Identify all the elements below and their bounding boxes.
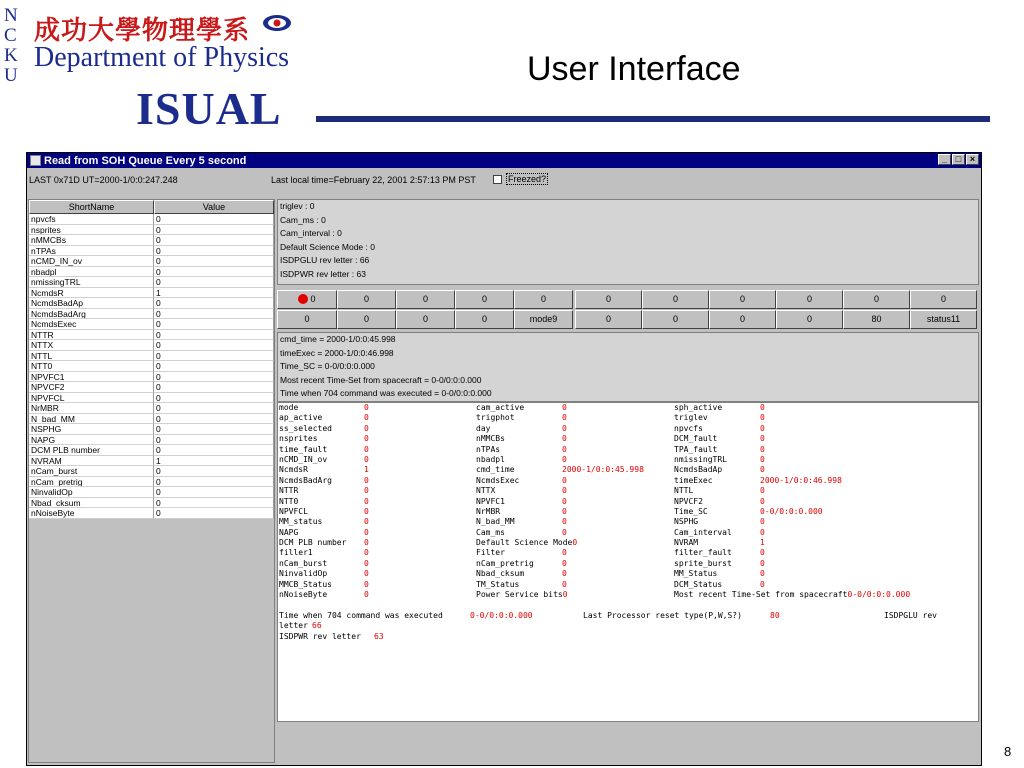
window-title: Read from SOH Queue Every 5 second: [44, 154, 247, 167]
field-value: 0: [760, 444, 765, 454]
department-logo: [4, 4, 304, 132]
field-label: DCM_Status: [674, 579, 723, 589]
telemetry-panel: [277, 199, 979, 763]
table-row[interactable]: [29, 340, 274, 351]
field-value: 0: [760, 403, 765, 412]
reset-type-value: 80: [770, 610, 780, 620]
reset-type-label: Last Processor reset type(P,W,S?): [583, 610, 742, 620]
slide-page-number: 8: [1004, 744, 1012, 759]
status-cell[interactable]: 0: [709, 290, 776, 309]
cell-shortname: NTTL: [29, 351, 154, 362]
column-header-shortname[interactable]: ShortName: [29, 200, 154, 214]
telemetry-row: [278, 445, 978, 455]
field-value: 0: [364, 423, 369, 433]
table-row[interactable]: [29, 267, 274, 278]
field-label: N_bad_MM: [476, 517, 515, 527]
field-value: 0: [760, 486, 765, 496]
info-line: Default Science Mode : 0: [280, 241, 375, 252]
cell-value: 0: [154, 330, 274, 341]
cell-value: 0: [154, 487, 274, 498]
cell-shortname: DCM PLB number: [29, 445, 154, 456]
cell-value: 0: [154, 319, 274, 330]
window-bottom-area: [277, 722, 979, 763]
field-label: Default Science Mode: [476, 538, 573, 548]
cell-value: 0: [154, 498, 274, 509]
cell-shortname: NPVCF2: [29, 382, 154, 393]
cell-value: 0: [154, 361, 274, 372]
logo-side-letters: N C K U: [4, 5, 18, 86]
field-label: DCM PLB number: [279, 538, 347, 548]
field-label: NTT0: [279, 496, 299, 506]
table-row[interactable]: [29, 277, 274, 288]
field-value: 0: [364, 548, 369, 558]
cell-value: 0: [154, 403, 274, 414]
table-row[interactable]: [29, 246, 274, 257]
isdpwr-value: 63: [374, 631, 384, 641]
field-value: 0: [562, 423, 567, 433]
field-value: 0: [562, 517, 567, 527]
field-value: 1: [760, 538, 765, 548]
status-cell[interactable]: 0: [642, 310, 709, 329]
status-cell[interactable]: 0: [575, 290, 642, 309]
field-label: nCMD_IN_ov: [279, 454, 328, 464]
cell-shortname: NTTX: [29, 340, 154, 351]
table-row[interactable]: [29, 435, 274, 446]
cell-value: 0: [154, 267, 274, 278]
field-label: timeExec: [674, 475, 713, 485]
cell-value: 0: [154, 445, 274, 456]
field-value: 0: [364, 444, 369, 454]
field-value: 0: [760, 527, 765, 537]
field-value: 0: [562, 454, 567, 464]
table-row[interactable]: [29, 256, 274, 267]
table-row[interactable]: [29, 382, 274, 393]
window-titlebar[interactable]: [27, 153, 981, 168]
slide-title: User Interface: [527, 50, 741, 88]
field-value: 0: [364, 486, 369, 496]
telemetry-bottom-line: [278, 632, 978, 642]
status-cell[interactable]: 0: [776, 290, 843, 309]
cell-shortname: NPVFC1: [29, 372, 154, 383]
table-row[interactable]: [29, 456, 274, 467]
status-cell[interactable]: 0: [455, 290, 514, 309]
field-label: NAPG: [279, 527, 299, 537]
cell-shortname: NVRAM: [29, 456, 154, 467]
freeze-label[interactable]: Freezed?: [508, 174, 547, 184]
telemetry-text-area[interactable]: [277, 402, 979, 722]
telemetry-row: [278, 548, 978, 558]
table-row[interactable]: [29, 351, 274, 362]
status-cell[interactable]: 0: [575, 310, 642, 329]
field-label: nCam_pretrig: [476, 558, 534, 568]
isdpglu-letter-label: letter: [279, 621, 308, 631]
status-cell[interactable]: 0: [776, 310, 843, 329]
app-icon: [30, 155, 41, 166]
field-label: MM_status: [279, 517, 323, 527]
field-label: ss_selected: [279, 423, 332, 433]
field-value: 0: [364, 403, 369, 412]
status-cell[interactable]: 0: [910, 290, 977, 309]
maximize-icon[interactable]: □: [952, 154, 965, 165]
field-label: nNoiseByte: [279, 590, 328, 600]
field-value: 0: [364, 454, 369, 464]
field-label: time_fault: [279, 444, 328, 454]
field-label: sprite_burst: [674, 558, 732, 568]
status-cell[interactable]: 0: [642, 290, 709, 309]
table-row[interactable]: [29, 235, 274, 246]
field-value: 0: [364, 538, 369, 548]
soh-window: [26, 152, 982, 766]
logo-chinese-name: 成功大學物理學系: [34, 16, 251, 46]
status-cell[interactable]: 0: [455, 310, 514, 329]
field-label: Cam_interval: [674, 527, 732, 537]
field-label: MMCB_Status: [279, 579, 332, 589]
field-value: 0: [760, 517, 765, 527]
field-value: 0: [562, 403, 567, 412]
field-value: 0: [760, 434, 765, 444]
field-value: 0: [760, 496, 765, 506]
field-label: NTTR: [279, 486, 299, 496]
telemetry-row: [278, 497, 978, 507]
field-value: 0: [572, 538, 578, 548]
cell-shortname: npvcfs: [29, 214, 154, 225]
cell-shortname: NcmdsExec: [29, 319, 154, 330]
field-value: 0: [562, 434, 567, 444]
info-line: ISDPWR rev letter : 63: [280, 268, 366, 279]
field-label: NcmdsBadAp: [674, 465, 723, 475]
field-value: 0: [760, 413, 765, 423]
info-line: Most recent Time-Set from spacecraft = 0-0/0:0:0.000: [280, 374, 482, 385]
field-label: Filter: [476, 548, 505, 558]
table-row[interactable]: [29, 319, 274, 330]
table-row[interactable]: [29, 361, 274, 372]
field-label: NPVCF2: [674, 496, 703, 506]
field-value: 1: [364, 465, 369, 475]
field-value: 0: [562, 486, 567, 496]
field-label: NcmdsExec: [476, 475, 520, 485]
field-label: NPVFCL: [279, 506, 308, 516]
command-time-panel: [277, 332, 979, 402]
field-label: NcmdsR: [279, 465, 308, 475]
field-value: 0: [364, 579, 369, 589]
field-value: 0: [364, 475, 369, 485]
cell-shortname: N_bad_MM: [29, 414, 154, 425]
field-value: 0: [760, 569, 765, 579]
cell-shortname: nCam_pretrig: [29, 477, 154, 488]
field-value: 0: [562, 569, 567, 579]
telemetry-row: [278, 590, 978, 600]
field-label: NSPHG: [674, 517, 699, 527]
cell-shortname: nbadpl: [29, 267, 154, 278]
table-row[interactable]: [29, 330, 274, 341]
red-indicator-icon: [298, 294, 308, 304]
telemetry-row: [278, 403, 978, 413]
field-value: 0: [562, 590, 568, 600]
cell-shortname: NinvalidOp: [29, 487, 154, 498]
field-value: 0: [364, 506, 369, 516]
table-row[interactable]: [29, 498, 274, 509]
cell-shortname: NcmdsBadArg: [29, 309, 154, 320]
status-cell[interactable]: 0: [843, 290, 910, 309]
title-divider: [316, 116, 990, 122]
cell-shortname: NrMBR: [29, 403, 154, 414]
telemetry-bottom-line: [278, 611, 978, 621]
cell-value: 0: [154, 277, 274, 288]
info-line: cmd_time = 2000-1/0:0:45.998: [280, 334, 396, 344]
table-row[interactable]: [29, 508, 274, 519]
field-label: cmd_time: [476, 465, 515, 475]
cell-value: 0: [154, 298, 274, 309]
table-row[interactable]: [29, 288, 274, 299]
field-value: 0: [364, 590, 369, 600]
cell-value: 0: [154, 340, 274, 351]
field-label: NTTL: [674, 486, 694, 496]
field-value: 0: [364, 434, 369, 444]
field-label: nbadpl: [476, 454, 505, 464]
status-cell[interactable]: 80: [843, 310, 910, 329]
cell-value: 0: [154, 214, 274, 225]
cell-shortname: NTTR: [29, 330, 154, 341]
cell-shortname: nTPAs: [29, 246, 154, 257]
close-icon[interactable]: ×: [966, 154, 979, 165]
cell-shortname: NSPHG: [29, 424, 154, 435]
field-label: filter_fault: [674, 548, 732, 558]
cell-value: 0: [154, 256, 274, 267]
logo-department: Department of Physics: [34, 42, 290, 73]
field-value: 0: [562, 506, 567, 516]
cell-shortname: nCMD_IN_ov: [29, 256, 154, 267]
cell-value: 0: [154, 246, 274, 257]
table-row[interactable]: [29, 414, 274, 425]
field-value: 0: [364, 413, 369, 423]
field-label: NinvalidOp: [279, 569, 328, 579]
table-row[interactable]: [29, 298, 274, 309]
field-label: nmissingTRL: [674, 454, 727, 464]
table-row[interactable]: [29, 403, 274, 414]
telemetry-row: [278, 528, 978, 538]
info-line: ISDPGLU rev letter : 66: [280, 255, 370, 265]
last-packet-label: LAST 0x71D UT=2000-1/0:0:247.248: [29, 175, 178, 185]
field-label: cam_active: [476, 403, 525, 412]
telemetry-row: [278, 538, 978, 548]
cell-value: 0: [154, 372, 274, 383]
field-label: NrMBR: [476, 506, 501, 516]
table-body: [29, 214, 274, 519]
table-row[interactable]: [29, 477, 274, 488]
telemetry-row: [278, 559, 978, 569]
cell-value: 0: [154, 508, 274, 519]
isdpglu-value: 66: [312, 621, 322, 631]
cell-shortname: nNoiseByte: [29, 508, 154, 519]
field-value: 0: [760, 579, 765, 589]
telemetry-row: [278, 434, 978, 444]
status-cell[interactable]: status11: [910, 310, 977, 329]
field-value: 0: [760, 454, 765, 464]
table-row[interactable]: [29, 309, 274, 320]
field-label: sph_active: [674, 403, 723, 412]
telemetry-row: [278, 486, 978, 496]
isdpwr-label: ISDPWR rev letter: [279, 631, 361, 641]
field-label: nsprites: [279, 434, 318, 444]
info-line: triglev : 0: [280, 201, 315, 211]
cell-shortname: nCam_burst: [29, 466, 154, 477]
field-value: 0: [364, 527, 369, 537]
field-label: day: [476, 423, 491, 433]
field-label: Power Service bits: [476, 590, 563, 600]
field-label: TM_Status: [476, 579, 520, 589]
column-header-value[interactable]: Value: [154, 200, 274, 214]
telemetry-fields: [278, 403, 978, 600]
telemetry-row: [278, 465, 978, 475]
field-value: 0: [562, 527, 567, 537]
field-label: Time_SC: [674, 506, 708, 516]
info-line: timeExec = 2000-1/0:0:46.998: [280, 347, 394, 358]
field-value: 0: [364, 517, 369, 527]
field-label: nCam_burst: [279, 558, 328, 568]
field-label: npvcfs: [674, 423, 703, 433]
cell-value: 0: [154, 393, 274, 404]
field-label: Nbad_cksum: [476, 569, 525, 579]
table-row[interactable]: [29, 487, 274, 498]
cell-shortname: nMMCBs: [29, 235, 154, 246]
field-label: NTTX: [476, 486, 496, 496]
cell-value: 1: [154, 456, 274, 467]
local-time-label: Last local time=February 22, 2001 2:57:13 PM PST: [271, 175, 476, 185]
field-value: 0: [562, 558, 567, 568]
cell-value: 0: [154, 382, 274, 393]
table-row[interactable]: [29, 466, 274, 477]
field-value: 0: [562, 496, 567, 506]
field-value: 0-0/0:0:0.000: [847, 590, 911, 600]
field-value: 0: [562, 413, 567, 423]
telemetry-row: [278, 507, 978, 517]
field-label: NcmdsBadArg: [279, 475, 332, 485]
field-label: filler1: [279, 548, 313, 558]
status-cell[interactable]: 0: [337, 290, 396, 309]
cell-value: 0: [154, 424, 274, 435]
status-cell[interactable]: 0: [337, 310, 396, 329]
field-value: 0: [562, 444, 567, 454]
cell-value: 0: [154, 235, 274, 246]
freeze-checkbox[interactable]: [493, 175, 502, 184]
table-header: [29, 200, 274, 214]
table-row[interactable]: [29, 214, 274, 225]
field-value: 0: [562, 579, 567, 589]
field-label: nMMCBs: [476, 434, 505, 444]
cell-value: 0: [154, 414, 274, 425]
status-bar: [27, 169, 981, 197]
status-cell[interactable]: 0: [709, 310, 776, 329]
status-cell[interactable]: mode9: [514, 310, 573, 329]
cell-shortname: NTT0: [29, 361, 154, 372]
telemetry-row: [278, 424, 978, 434]
telemetry-row: [278, 476, 978, 486]
cell-shortname: NPVFCL: [29, 393, 154, 404]
field-label: DCM_fault: [674, 434, 718, 444]
table-row[interactable]: [29, 372, 274, 383]
field-label: trigphot: [476, 413, 515, 423]
cell-shortname: NcmdsBadAp: [29, 298, 154, 309]
field-label: NPVFC1: [476, 496, 505, 506]
cmd704-value: 0-0/0:0:0.000: [470, 610, 533, 620]
cell-shortname: nsprites: [29, 225, 154, 236]
info-line: Cam_ms : 0: [280, 214, 326, 225]
status-cell[interactable]: 0: [396, 290, 455, 309]
field-label: Cam_ms: [476, 527, 505, 537]
status-button-grid: [277, 285, 979, 331]
cell-value: 1: [154, 288, 274, 299]
cell-shortname: NcmdsR: [29, 288, 154, 299]
cell-value: 0: [154, 477, 274, 488]
minimize-icon[interactable]: _: [938, 154, 951, 165]
cell-value: 0: [154, 435, 274, 446]
field-value: 0: [364, 569, 369, 579]
field-value: 0: [562, 548, 567, 558]
status-cell[interactable]: 0: [396, 310, 455, 329]
table-row[interactable]: [29, 424, 274, 435]
info-line: Cam_interval : 0: [280, 228, 342, 238]
field-value: 0: [364, 496, 369, 506]
table-row[interactable]: [29, 393, 274, 404]
cell-shortname: NAPG: [29, 435, 154, 446]
soh-counter-table[interactable]: [28, 199, 275, 763]
field-value: 0: [760, 423, 765, 433]
field-value: 0: [562, 475, 567, 485]
settings-info-panel: [277, 199, 979, 285]
info-line: Time_SC = 0-0/0:0:0.000: [280, 361, 375, 371]
field-value: 0: [364, 558, 369, 568]
field-label: triglev: [674, 413, 708, 423]
field-label: MM_Status: [674, 569, 718, 579]
telemetry-row: [278, 455, 978, 465]
status-cell[interactable]: 0: [514, 290, 573, 309]
field-value: 0: [760, 465, 765, 475]
status-cell[interactable]: 0: [277, 310, 337, 329]
cmd704-label: Time when 704 command was executed: [279, 610, 443, 620]
info-line: Time when 704 command was executed = 0-0/0:0:0.000: [280, 388, 492, 398]
field-label: mode: [279, 403, 299, 412]
field-label: Most recent Time-Set from spacecraft: [674, 590, 848, 600]
cell-value: 0: [154, 351, 274, 362]
telemetry-row: [278, 517, 978, 527]
eye-logo-icon: [262, 14, 292, 32]
telemetry-row: [278, 569, 978, 579]
telemetry-row: [278, 580, 978, 590]
cell-value: 0: [154, 309, 274, 320]
status-cell[interactable]: 0: [277, 290, 337, 309]
telemetry-row: [278, 413, 978, 423]
isdpglu-label: ISDPGLU rev: [884, 610, 937, 620]
table-row[interactable]: [29, 225, 274, 236]
field-value: 0: [760, 558, 765, 568]
field-value: 2000-1/0:0:46.998: [760, 475, 842, 485]
field-value: 0: [760, 548, 765, 558]
cell-shortname: Nbad_cksum: [29, 498, 154, 509]
telemetry-bottom-line: [278, 621, 978, 631]
logo-isual: ISUAL: [136, 83, 282, 134]
field-value: 0-0/0:0:0.000: [760, 506, 823, 516]
field-label: ap_active: [279, 413, 323, 423]
field-label: nTPAs: [476, 444, 501, 454]
field-label: TPA_fault: [674, 444, 718, 454]
field-label: NVRAM: [674, 538, 699, 548]
field-value: 2000-1/0:0:45.998: [562, 465, 644, 475]
cell-value: 0: [154, 466, 274, 477]
table-row[interactable]: [29, 445, 274, 456]
cell-value: 0: [154, 225, 274, 236]
cell-shortname: nmissingTRL: [29, 277, 154, 288]
